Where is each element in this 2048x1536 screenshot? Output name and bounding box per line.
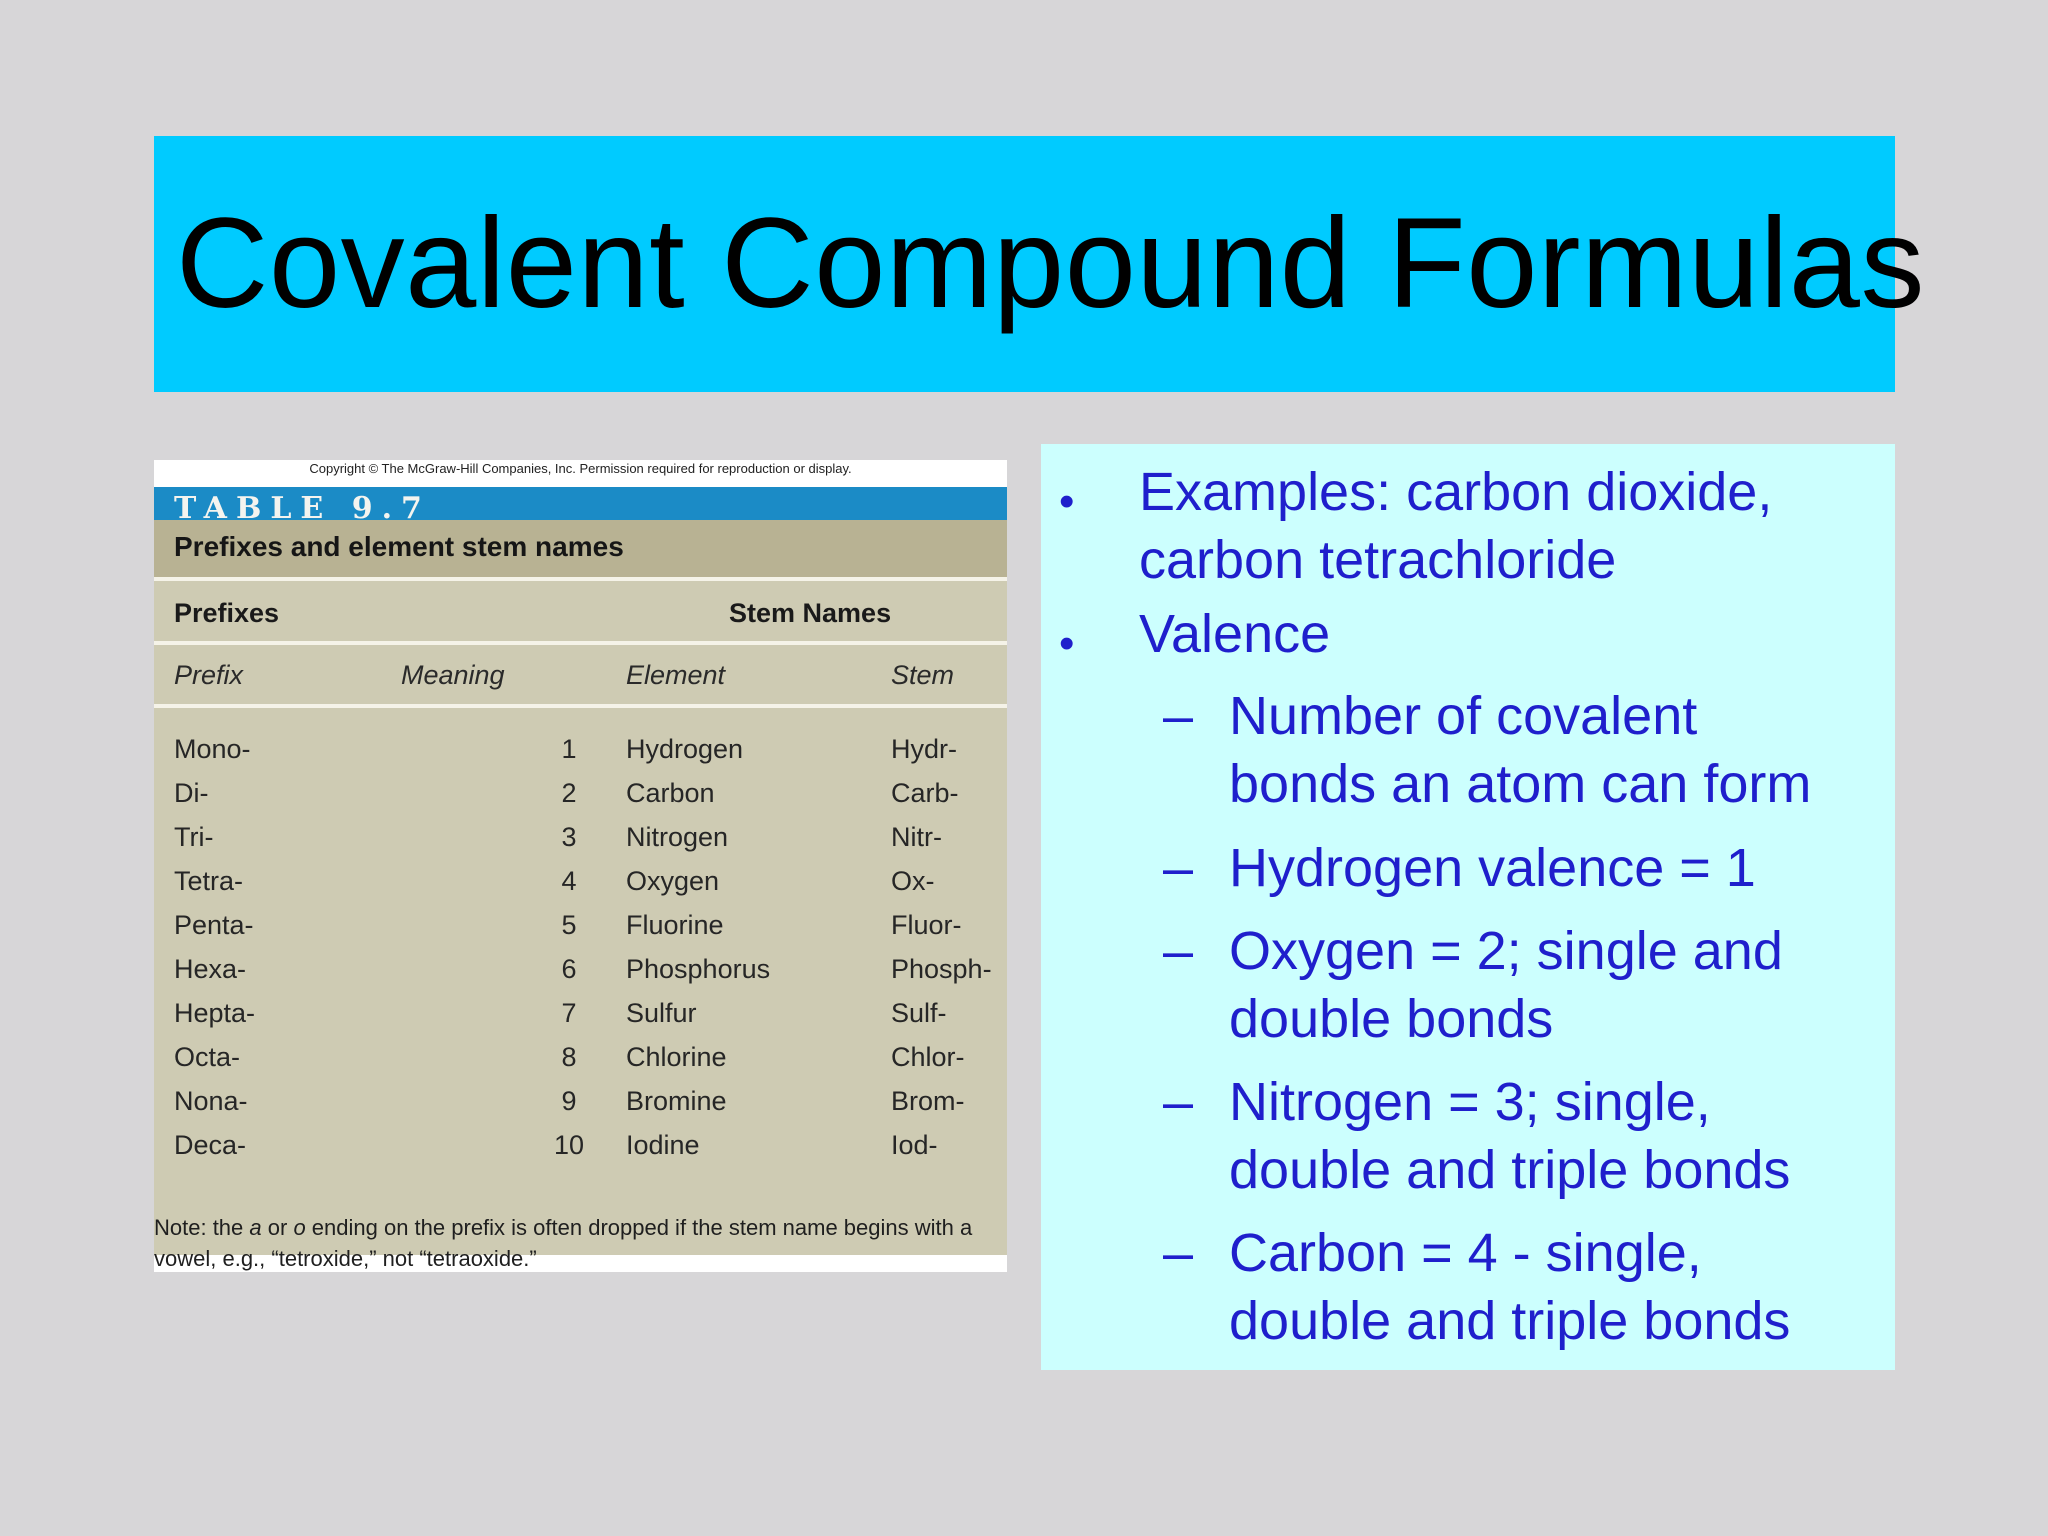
cell-meaning: 3: [561, 822, 577, 852]
sub-bullet-2-line1: Hydrogen valence = 1: [1229, 838, 1756, 898]
table-row: [154, 772, 1007, 816]
sub-bullet-4-line2: double and triple bonds: [1229, 1140, 1791, 1200]
table-number: TABLE 9.7: [174, 491, 431, 520]
title-band: [154, 136, 1925, 392]
cell-prefix: Mono-: [174, 734, 251, 764]
table-divider: [154, 641, 1007, 645]
cell-stem: Ox-: [891, 866, 935, 896]
cell-element: Fluorine: [626, 910, 724, 940]
cell-prefix: Hexa-: [174, 954, 247, 984]
table-row: [154, 1080, 1007, 1124]
sub-bullet-5-line1: Carbon = 4 - single,: [1229, 1223, 1702, 1283]
bullet-examples-line1: Examples: carbon dioxide,: [1139, 462, 1773, 522]
table-divider: [154, 577, 1007, 581]
table-row: [154, 1036, 1007, 1080]
cell-stem: Sulf-: [891, 998, 947, 1028]
cell-element: Phosphorus: [626, 954, 771, 984]
cell-meaning: 1: [561, 734, 577, 764]
note-text: ending on the prefix is often dropped if the stem name begins with a vowel, e.g., “tetroxide,” not “tetraoxide.”: [154, 1215, 973, 1271]
cell-prefix: Nona-: [174, 1086, 248, 1116]
sub-bullet-3-line1: Oxygen = 2; single and: [1229, 921, 1783, 981]
sub-bullet-1-line2: bonds an atom can form: [1229, 754, 1812, 814]
note-text: or: [261, 1215, 294, 1240]
cell-prefix: Tri-: [174, 822, 214, 852]
table-divider: [154, 704, 1007, 708]
table-caption: Prefixes and element stem names: [174, 531, 624, 562]
group-header-prefixes: Prefixes: [174, 598, 280, 628]
bullet-valence: Valence: [1139, 604, 1331, 664]
sub-bullet-3-line2: double bonds: [1229, 989, 1554, 1049]
cell-meaning: 8: [561, 1042, 577, 1072]
sub-bullet-4-line1: Nitrogen = 3; single,: [1229, 1072, 1711, 1132]
table-copyright: Copyright © The McGraw-Hill Companies, Inc. Permission required for reproduction or display.: [309, 461, 852, 476]
sub-bullet-5-line2: double and triple bonds: [1229, 1291, 1791, 1351]
bullet-panel: [1041, 444, 1895, 1370]
cell-prefix: Hepta-: [174, 998, 256, 1028]
cell-stem: Chlor-: [891, 1042, 965, 1072]
cell-element: Chlorine: [626, 1042, 727, 1072]
note-letter-o: o: [293, 1215, 306, 1240]
table-note: [154, 1212, 1007, 1274]
cell-prefix: Deca-: [174, 1130, 247, 1160]
cell-meaning: 5: [561, 910, 577, 940]
note-letter-a: a: [249, 1215, 262, 1240]
dash-marker: –: [1163, 1072, 1194, 1132]
table-row: [154, 728, 1007, 772]
note-text: Note: the: [154, 1215, 250, 1240]
cell-stem: Phosph-: [891, 954, 992, 984]
column-header-meaning: Meaning: [401, 660, 505, 690]
cell-element: Bromine: [626, 1086, 727, 1116]
table-rows: [154, 728, 1007, 1168]
table-row: [154, 860, 1007, 904]
sub-bullet-1-line1: Number of covalent: [1229, 686, 1698, 746]
table-row: [154, 904, 1007, 948]
cell-stem: Fluor-: [891, 910, 962, 940]
cell-stem: Nitr-: [891, 822, 942, 852]
column-header-stem: Stem: [891, 660, 955, 690]
table-number-band: [154, 487, 1007, 520]
dash-marker: –: [1163, 1223, 1194, 1283]
dash-marker: –: [1163, 921, 1194, 981]
cell-stem: Iod-: [891, 1130, 938, 1160]
table-row: [154, 1124, 1007, 1168]
table-row: [154, 816, 1007, 860]
cell-stem: Hydr-: [891, 734, 957, 764]
cell-element: Carbon: [626, 778, 715, 808]
table-row: [154, 948, 1007, 992]
table-row: [154, 992, 1007, 1036]
cell-prefix: Tetra-: [174, 866, 244, 896]
prefix-table-image: [154, 460, 1007, 1272]
cell-element: Hydrogen: [626, 734, 744, 764]
group-header-stem-names: Stem Names: [729, 598, 892, 628]
cell-element: Oxygen: [626, 866, 720, 896]
dash-marker: –: [1163, 686, 1194, 746]
cell-meaning: 2: [561, 778, 577, 808]
column-header-element: Element: [626, 660, 726, 690]
cell-stem: Carb-: [891, 778, 959, 808]
column-header-prefix: Prefix: [174, 660, 244, 690]
cell-meaning: 6: [561, 954, 577, 984]
cell-prefix: Di-: [174, 778, 209, 808]
cell-stem: Brom-: [891, 1086, 965, 1116]
slide-title: Covalent Compound Formulas: [176, 192, 1925, 335]
cell-element: Iodine: [626, 1130, 700, 1160]
bullet-examples-line2: carbon tetrachloride: [1139, 530, 1617, 590]
cell-meaning: 10: [553, 1130, 585, 1160]
bullet-marker: •: [1059, 619, 1075, 668]
cell-element: Nitrogen: [626, 822, 729, 852]
cell-meaning: 4: [561, 866, 577, 896]
cell-meaning: 9: [561, 1086, 577, 1116]
table-caption-bar: [154, 520, 1007, 577]
dash-marker: –: [1163, 838, 1194, 898]
cell-prefix: Octa-: [174, 1042, 241, 1072]
bullet-marker: •: [1059, 477, 1075, 526]
cell-meaning: 7: [561, 998, 577, 1028]
cell-element: Sulfur: [626, 998, 697, 1028]
cell-prefix: Penta-: [174, 910, 254, 940]
